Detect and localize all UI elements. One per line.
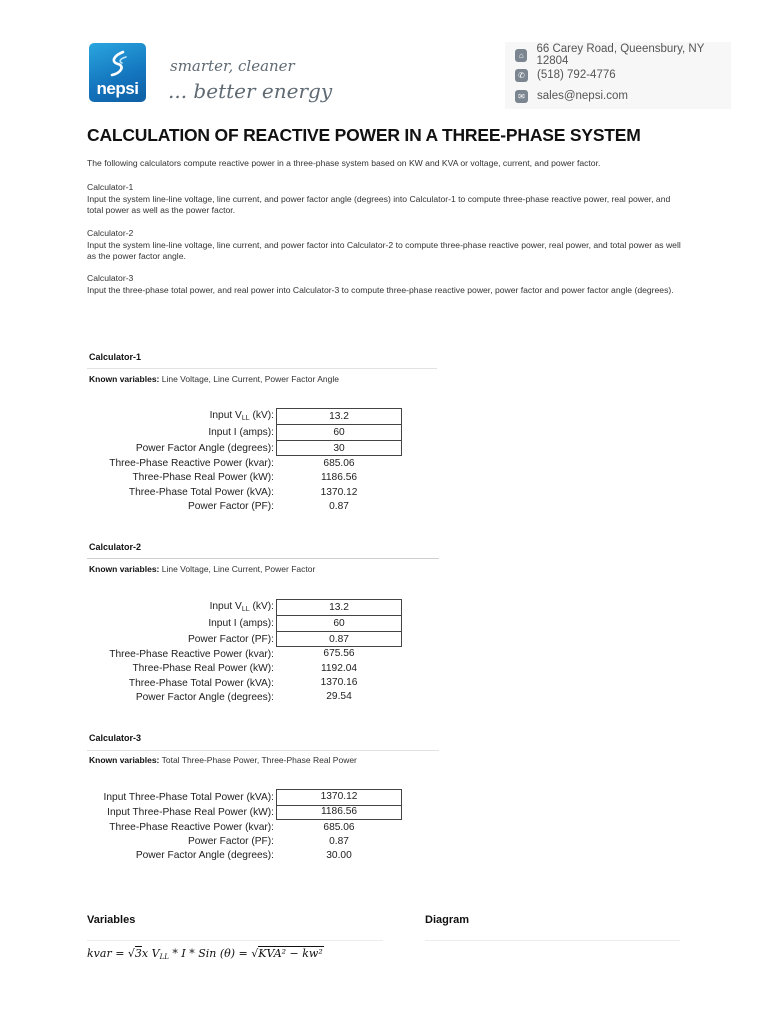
calc1-input-sep2 [277, 440, 401, 441]
calc3-real-input[interactable]: 1186.56 [320, 806, 358, 817]
known-text: Total Three-Phase Power, Three-Phase Real Power [159, 755, 357, 765]
calc3-known-variables [89, 755, 357, 765]
desc-calc2-name: Calculator-2 [87, 228, 134, 238]
calc2-real-value: 1192.04 [320, 663, 358, 674]
calc3-label-reactive: Three-Phase Reactive Power (kvar): [109, 822, 274, 833]
calc1-total-value: 1370.12 [320, 487, 358, 498]
tagline-line1: smarter, cleaner [170, 57, 295, 75]
known-label: Known variables: [89, 564, 160, 574]
calc1-heading: Calculator-1 [89, 352, 142, 362]
calc2-divider [87, 558, 439, 559]
calc1-input-sep1 [277, 424, 401, 425]
intro-text: The following calculators compute reactive power in a three-phase system based on KW and KVA or voltage, current, and power factor. [87, 158, 601, 168]
calc1-divider [87, 368, 437, 369]
known-text: Line Voltage, Line Current, Power Factor [159, 564, 316, 574]
calc2-reactive-value: 675.56 [323, 648, 355, 659]
known-label: Known variables: [89, 755, 160, 765]
calc1-known-variables [89, 374, 339, 384]
calc2-label-reactive: Three-Phase Reactive Power (kvar): [109, 649, 274, 660]
email-icon: ✉ [515, 90, 528, 103]
desc-calc1-text: Input the system line-line voltage, line current, and power factor angle (degrees) into Calculator-1 to compute three-phase reactive power, real power, and total power as well as the power factor. [87, 193, 671, 215]
calc2-label-voltage: Input $V_{LL}$ (kV): [209, 601, 274, 613]
calc2-input-sep2 [277, 631, 401, 632]
swirl-logo-icon [103, 48, 133, 78]
calc2-heading: Calculator-2 [89, 542, 142, 552]
phone-icon: ✆ [515, 69, 528, 82]
desc-calc1 [87, 182, 687, 217]
address-text: 66 Carey Road, Queensbury, NY 12804 [536, 43, 705, 67]
logo-text: nepsi [96, 79, 139, 98]
calc1-pf-value: 0.87 [329, 501, 349, 512]
email-text: sales@nepsi.com [537, 90, 628, 102]
variables-heading: Variables [87, 914, 136, 926]
calc1-reactive-value: 685.06 [323, 458, 355, 469]
diagram-heading: Diagram [425, 914, 470, 926]
calc1-voltage-input[interactable]: 13.2 [329, 411, 349, 422]
desc-calc3-name: Calculator-3 [87, 273, 134, 283]
calc1-label-pf-angle: Power Factor Angle (degrees): [135, 443, 274, 454]
calc3-divider [87, 750, 439, 751]
nepsi-logo [89, 43, 146, 102]
calc2-label-current: Input I (amps): [208, 618, 274, 629]
desc-calc2-text: Input the system line-line voltage, line current, and power factor into Calculator-2 to compute three-phase reactive power, real power, and total power as well as the power factor angle. [87, 239, 681, 261]
calc3-reactive-value: 685.06 [323, 822, 355, 833]
calc2-label-real: Three-Phase Real Power (kW): [132, 663, 274, 674]
contact-address[interactable] [515, 43, 731, 67]
desc-calc1-name: Calculator-1 [87, 182, 134, 192]
calc1-label-current: Input I (amps): [208, 427, 274, 438]
reactive-power-formula: kvar = √3x $V_{LL}$ * I * Sin (θ) = √KVA² − kw² [87, 947, 323, 961]
contact-phone[interactable] [515, 66, 616, 84]
calc2-label-total: Three-Phase Total Power (kVA): [128, 678, 274, 689]
calc3-label-real: Input Three-Phase Real Power (kW): [107, 807, 274, 818]
calc2-pf-angle-value: 29.54 [326, 691, 352, 702]
diagram-divider [425, 940, 680, 941]
calc1-label-reactive: Three-Phase Reactive Power (kvar): [109, 458, 274, 469]
calc3-heading: Calculator-3 [89, 733, 142, 743]
calc1-label-real: Three-Phase Real Power (kW): [132, 472, 274, 483]
calc1-real-value: 1186.56 [320, 472, 358, 483]
calc2-total-value: 1370.16 [320, 677, 358, 688]
calc3-pf-value: 0.87 [329, 836, 349, 847]
calc3-label-pf-angle: Power Factor Angle (degrees): [135, 850, 274, 861]
variables-divider [87, 940, 383, 941]
calc2-label-pf-angle: Power Factor Angle (degrees): [135, 692, 274, 703]
calc1-label-pf: Power Factor (PF): [187, 501, 274, 512]
home-icon: ⌂ [515, 49, 527, 62]
calc2-input-sep1 [277, 615, 401, 616]
calc2-label-pf: Power Factor (PF): [187, 634, 274, 645]
page-title: CALCULATION OF REACTIVE POWER IN A THREE-PHASE SYSTEM [87, 125, 641, 145]
calc2-known-variables [89, 564, 315, 574]
tagline-line2: ... better energy [168, 79, 333, 103]
calc3-label-total: Input Three-Phase Total Power (kVA): [103, 792, 274, 803]
desc-calc3 [87, 273, 687, 296]
phone-text: (518) 792-4776 [537, 69, 616, 81]
contact-panel [505, 42, 731, 109]
calc1-pf-angle-input[interactable]: 30 [333, 443, 345, 454]
calc1-current-input[interactable]: 60 [333, 427, 345, 438]
calc2-current-input[interactable]: 60 [333, 618, 345, 629]
desc-calc3-text: Input the three-phase total power, and real power into Calculator-3 to compute three-phase reactive power, power factor and power factor angle (degrees). [87, 284, 674, 295]
calc3-pf-angle-value: 30.00 [326, 850, 352, 861]
calc3-total-input[interactable]: 1370.12 [320, 791, 358, 802]
calc3-label-pf: Power Factor (PF): [187, 836, 274, 847]
calc1-label-voltage: Input $V_{LL}$ (kV): [209, 410, 274, 422]
known-label: Known variables: [89, 374, 160, 384]
calc1-label-total: Three-Phase Total Power (kVA): [128, 487, 274, 498]
calc2-pf-input[interactable]: 0.87 [329, 634, 349, 645]
calc2-voltage-input[interactable]: 13.2 [329, 602, 349, 613]
desc-calc2 [87, 228, 687, 263]
contact-email[interactable] [515, 87, 628, 105]
known-text: Line Voltage, Line Current, Power Factor Angle [159, 374, 339, 384]
